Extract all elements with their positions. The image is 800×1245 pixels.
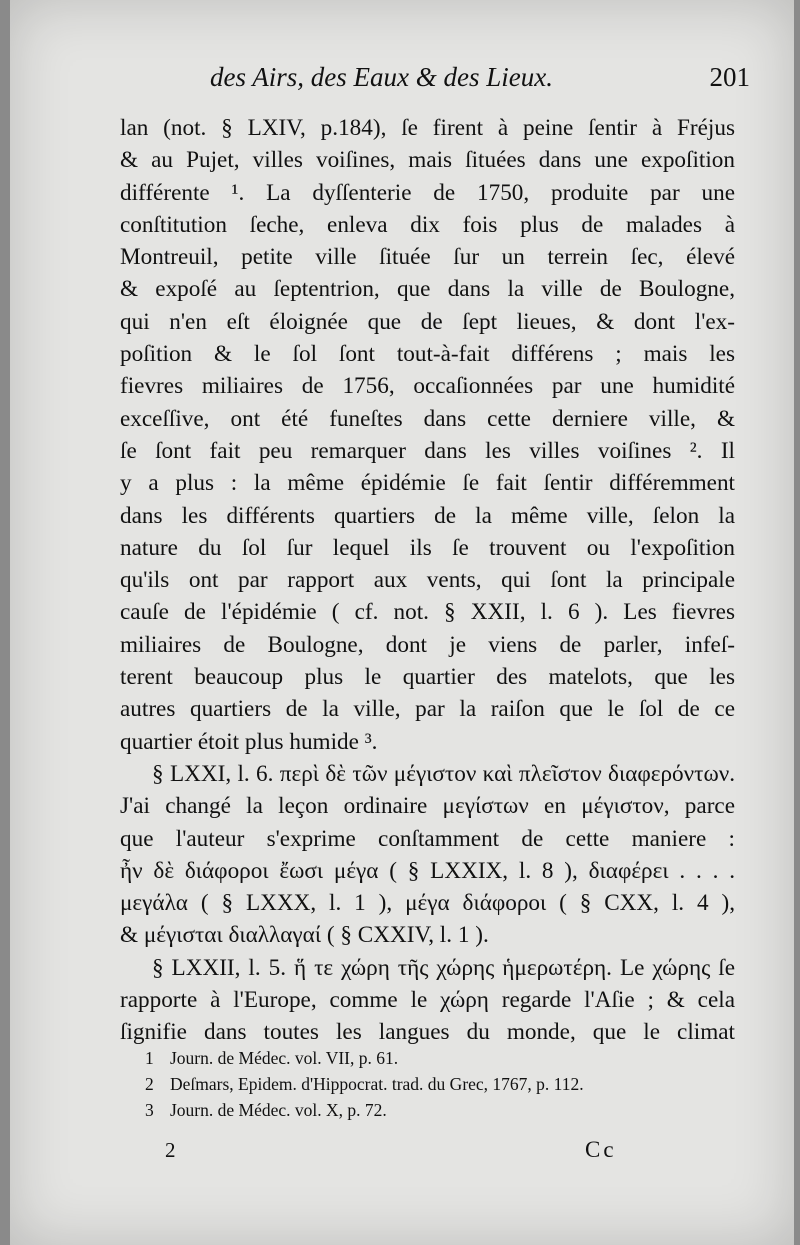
body-text (120, 112, 735, 1049)
text-line: dans les différents quartiers de la même ville, ſelon la (120, 502, 735, 529)
footnote-text: Journ. de Médec. vol. VII, p. 61. (170, 1048, 399, 1068)
footnote-number: 2 (145, 1074, 154, 1094)
page-number: 201 (709, 62, 750, 92)
running-header (210, 62, 750, 93)
text-line: § LXXII, l. 5. ἥ τε χώρη τῆς χώρης ἡμερωτέρη. Le χώρης ſe (152, 954, 735, 981)
footnote (145, 1045, 745, 1071)
signature-number: 2 (165, 1138, 176, 1162)
text-line: rapporte à l'Europe, comme le χώρη regarde l'Aſie ; & cela (120, 987, 735, 1014)
footnote-number: 1 (145, 1048, 154, 1068)
text-line: différente ¹. La dyſſenterie de 1750, produite par une (120, 179, 735, 206)
text-line: conſtitution ſeche, enleva dix fois plus de malades à (120, 211, 735, 238)
running-title: des Airs, des Eaux & des Lieux. (210, 62, 553, 92)
text-line: & expoſé au ſeptentrion, que dans la ville de Boulogne, (120, 276, 735, 303)
text-line: § LXXI, l. 6. περὶ δὲ τῶν μέγιστον καὶ πλεῖστον διαφερόντων. (152, 760, 735, 787)
text-line: fievres miliaires de 1756, occaſionnées par une humidité (120, 373, 735, 400)
text-line: exceſſive, ont été funeſtes dans cette derniere ville, & (120, 405, 735, 432)
text-line: terent beaucoup plus le quartier des matelots, que les (120, 664, 735, 691)
text-line: y a plus : la même épidémie ſe fait ſentir différemment (120, 470, 735, 497)
footnote-text: Journ. de Médec. vol. X, p. 72. (170, 1100, 387, 1120)
text-line: ἦν δὲ διάφοροι ἔωσι μέγα ( § LXXIX, l. 8 ), διαφέρει . . . . (120, 857, 735, 884)
text-line: qui n'en eſt éloignée que de ſept lieues, & dont l'ex- (120, 308, 735, 335)
text-line: quartier étoit plus humide ³. (120, 728, 378, 755)
footnotes (145, 1045, 745, 1123)
text-line: ſignifie dans toutes les langues du monde, que le climat (120, 1019, 735, 1046)
book-page (10, 0, 794, 1245)
text-line: miliaires de Boulogne, dont je viens de parler, infeſ- (120, 631, 735, 658)
text-line: & μέγισται διαλλαγαί ( § CXXIV, l. 1 ). (120, 922, 489, 949)
footnote (145, 1071, 745, 1097)
text-line: qu'ils ont par rapport aux vents, qui ſont la principale (120, 567, 735, 594)
text-line: lan (not. § LXIV, p.184), ſe firent à peine ſentir à Fréjus (120, 115, 735, 141)
text-line: ſe ſont fait peu remarquer dans les villes voiſines ². Il (120, 437, 735, 464)
text-line: autres quartiers de la ville, par la raiſon que le ſol de ce (120, 696, 735, 723)
text-line: cauſe de l'épidémie ( cf. not. § XXII, l. 6 ). Les fievres (120, 599, 735, 626)
text-line: μεγάλα ( § LXXX, l. 1 ), μέγα διάφοροι ( § CXX, l. 4 ), (120, 890, 735, 917)
text-line: que l'auteur s'exprime conſtamment de cette maniere : (120, 825, 735, 852)
footnote-number: 3 (145, 1100, 154, 1120)
text-line: J'ai changé la leçon ordinaire μεγίστων en μέγιστον, parce (120, 793, 735, 820)
text-line: & au Pujet, villes voiſines, mais ſituées dans une expoſition (120, 147, 735, 174)
text-line: nature du ſol ſur lequel ils ſe trouvent ou l'expoſition (120, 534, 735, 561)
footnote-text: Deſmars, Epidem. d'Hippocrat. trad. du Grec, 1767, p. 112. (170, 1074, 584, 1094)
signature-mark: Cc (585, 1137, 617, 1162)
footnote (145, 1097, 745, 1123)
text-line: poſition & le ſol ſont tout-à-fait différens ; mais les (120, 341, 735, 368)
text-line: Montreuil, petite ville ſituée ſur un terrein ſec, élevé (120, 244, 735, 271)
